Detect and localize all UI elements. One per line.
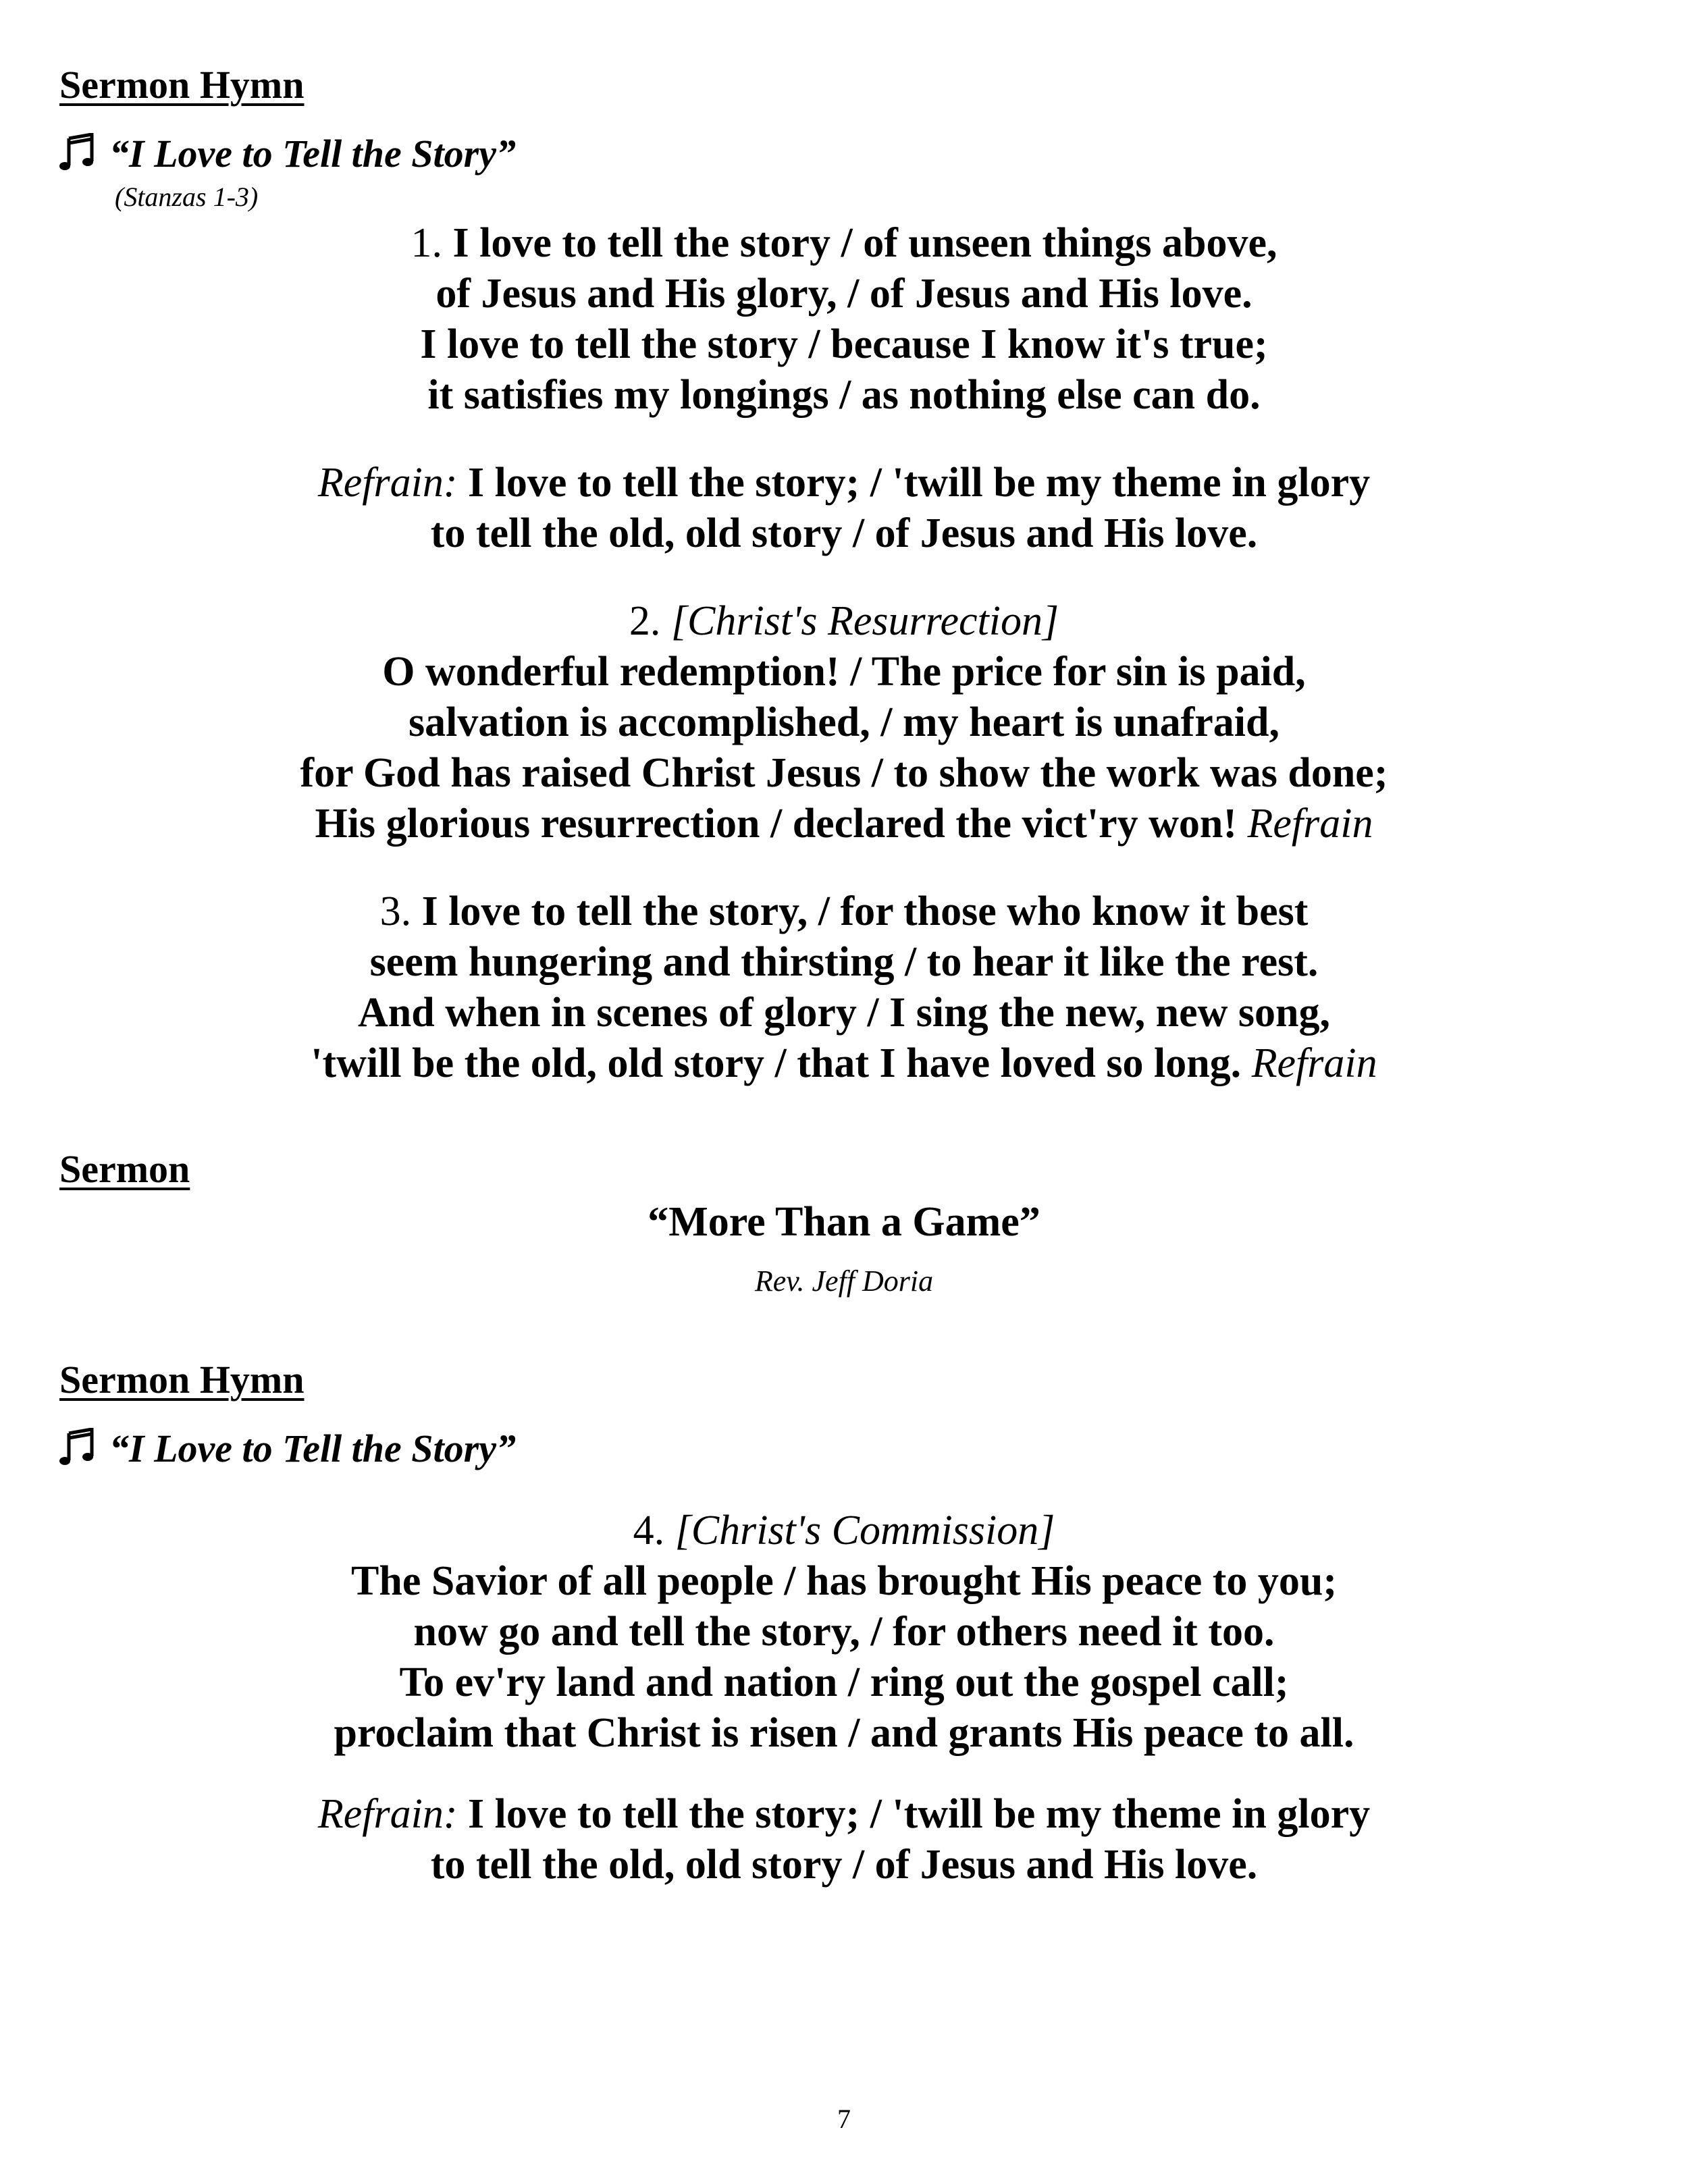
hymn-title-text: “I Love to Tell the Story” [109,1427,516,1470]
stanza-number: 4. [633,1508,665,1553]
stanza-2-line-3: for God has raised Christ Jesus / to show the work was done; [300,750,1388,796]
music-note-icon [59,133,96,171]
stanza-2-line-1: O wonderful redemption! / The price for sin is paid, [382,649,1306,695]
music-note-icon [59,1428,96,1466]
stanza-4-line-3: To ev'ry land and nation / ring out the gospel call; [399,1659,1289,1705]
stanzas-note: (Stanzas 1-3) [115,182,259,212]
lyric-text: I love to tell the story; / 'twill be my theme in glory [467,460,1371,506]
refrain-line-1 [0,458,1688,508]
stanza-2-line-4 [0,799,1688,849]
lyric-text: I love to tell the story / of unseen things above, [452,220,1277,266]
hymn-title-2 [59,1426,516,1471]
lyric-text: I love to tell the story; / 'twill be my theme in glory [467,1791,1371,1837]
stanza-1-line-1 [0,218,1688,269]
refrain-2-line-1 [0,1789,1688,1840]
stanza-1-line-2: of Jesus and His glory, / of Jesus and His love. [436,271,1252,317]
stanza-2-header [0,596,1688,647]
stanza-1-line-4: it satisfies my longings / as nothing else can do. [427,372,1261,418]
stanza-4-line-4: proclaim that Christ is risen / and grants His peace to all. [334,1710,1354,1756]
refrain-line-2: to tell the old, old story / of Jesus and His love. [430,510,1258,556]
stanza-2-line-2: salvation is accomplished, / my heart is unafraid, [408,699,1280,745]
stanza-number: 3. [379,888,412,934]
hymn-title [59,131,516,176]
page-number: 7 [837,2104,851,2134]
stanza-number: 2. [629,598,661,644]
sermon-title: “More Than a Game” [648,1199,1040,1245]
section-heading-sermon-hymn: Sermon Hymn [59,63,305,107]
preacher-name: Rev. Jeff Doria [754,1264,934,1298]
refrain-label: Refrain: [317,1791,458,1837]
lyric-text: 'twill be the old, old story / that I have loved so long. [311,1040,1242,1086]
stanza-4-line-1: The Savior of all people / has brought His peace to you; [351,1558,1337,1604]
stanza-subtitle: [Christ's Resurrection] [670,598,1059,644]
hymn-title-text: “I Love to Tell the Story” [109,132,516,176]
lyric-text: I love to tell the story, / for those who know it best [421,888,1309,934]
section-heading-sermon: Sermon [59,1147,190,1191]
lyric-text: His glorious resurrection / declared the vict'ry won! [315,801,1238,847]
stanza-number: 1. [411,220,442,266]
stanza-3-line-2: seem hungering and thirsting / to hear it like the rest. [369,939,1319,985]
refrain-2-line-2: to tell the old, old story / of Jesus and His love. [430,1842,1258,1888]
refrain-label: Refrain: [317,460,458,506]
refrain-cue: Refrain [1247,801,1373,847]
stanza-4-line-2: now go and tell the story, / for others need it too. [413,1609,1275,1655]
refrain-cue: Refrain [1251,1040,1377,1086]
section-heading-sermon-hymn-2: Sermon Hymn [59,1358,305,1402]
stanza-1-line-3: I love to tell the story / because I know it's true; [420,321,1268,367]
stanza-4-header [0,1506,1688,1556]
stanza-3-line-1 [0,886,1688,937]
stanza-3-line-4 [0,1038,1688,1089]
stanza-subtitle: [Christ's Commission] [675,1508,1055,1553]
stanza-3-line-3: And when in scenes of glory / I sing the new, new song, [358,990,1330,1036]
